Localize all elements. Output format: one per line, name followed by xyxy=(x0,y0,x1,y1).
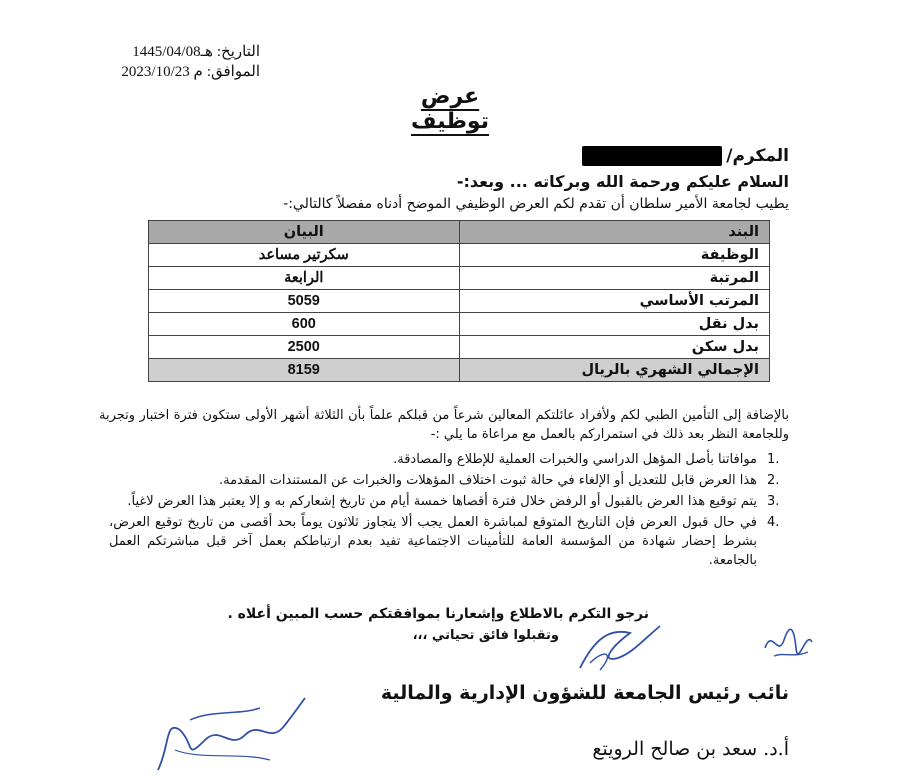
row-value: 8159 xyxy=(149,359,460,382)
list-item xyxy=(109,513,789,570)
row-value: سكرتير مساعد xyxy=(149,244,460,267)
offer-table xyxy=(148,220,770,382)
table-total-row xyxy=(149,359,770,382)
item-text: في حال قبول العرض فإن التاريخ المتوقع لمباشرة العمل يجب ألا يتجاوز ثلاثون يوماً بحد أقصى من تاريخ توقيع العرض، بشرط إحضار شهادة من المؤسسة العامة للتأمينات الاجتماعية تفيد بعدم ارتباطكم بعمل آخر قبل مباشرتكم العمل بالجامعة. xyxy=(109,515,757,568)
closing-request: نرجو التكرم بالاطلاع وإشعارنا بموافقتكم حسب المبين أعلاه . xyxy=(227,606,649,622)
row-value: 5059 xyxy=(149,290,460,313)
redaction-bar xyxy=(582,146,722,166)
approval-signature xyxy=(570,618,670,678)
hijri-date-row xyxy=(100,42,260,62)
table-header-row xyxy=(149,221,770,244)
row-item: بدل نقل xyxy=(459,313,770,336)
closing-regards: وتقبلوا فائق تحياتي ،،، xyxy=(412,628,559,643)
hijri-date-value: 1445/04/08هـ xyxy=(132,44,213,60)
row-value: 600 xyxy=(149,313,460,336)
signatory-signature xyxy=(150,690,310,775)
item-number: .2 xyxy=(767,473,780,488)
document-title: عرض توظيف xyxy=(411,84,489,134)
row-item: الوظيفة xyxy=(459,244,770,267)
item-number: .4 xyxy=(767,515,780,530)
header-item: البند xyxy=(459,221,770,244)
signatory-title: نائب رئيس الجامعة للشؤون الإدارية والمالية xyxy=(380,682,789,704)
corresponding-label: الموافق: xyxy=(206,64,260,80)
date-block xyxy=(100,42,260,82)
benefits-paragraph: بالإضافة إلى التأمين الطبي لكم ولأفراد عائلتكم المعالين شرعاً من قبلكم علماً بأن الثلاثة أشهر الأولى ستكون فترة اختبار وتجربة وللجامعة النظر بعد ذلك في استمراركم بالعمل مع مراعاة ما يلي :- xyxy=(99,408,789,442)
addressee-line xyxy=(582,146,789,166)
table-row xyxy=(149,290,770,313)
item-number: .3 xyxy=(767,494,780,509)
row-item: المرتب الأساسي xyxy=(459,290,770,313)
item-text: يتم توقيع هذا العرض بالقبول أو الرفض خلال فترة أقصاها خمسة أيام من تاريخ إشعاركم به و إلا يعتبر هذا العرض لاغياً. xyxy=(127,494,757,509)
row-value: الرابعة xyxy=(149,267,460,290)
gregorian-date-row xyxy=(100,62,260,82)
list-item xyxy=(109,471,789,490)
greeting: السلام عليكم ورحمة الله وبركاته ... وبعد:- xyxy=(456,172,789,191)
signatory-name: أ.د. سعد بن صالح الرويتع xyxy=(592,738,789,760)
row-item: المرتبة xyxy=(459,267,770,290)
item-text: هذا العرض قابل للتعديل أو الإلغاء في حالة ثبوت اختلاف المؤهلات والخبرات عن المستندات المقدمة. xyxy=(218,473,757,488)
row-value: 2500 xyxy=(149,336,460,359)
list-item xyxy=(109,492,789,511)
date-label: التاريخ: xyxy=(216,44,260,60)
table-row xyxy=(149,336,770,359)
table-row xyxy=(149,244,770,267)
item-number: .1 xyxy=(767,452,780,467)
gregorian-date-value: 2023/10/23 م xyxy=(121,64,203,80)
addressee-label: المكرم/ xyxy=(726,146,789,166)
list-item xyxy=(109,450,789,469)
margin-signature xyxy=(760,618,820,668)
table-row xyxy=(149,313,770,336)
row-item: الإجمالي الشهري بالريال xyxy=(459,359,770,382)
table-row xyxy=(149,267,770,290)
header-value: البيان xyxy=(149,221,460,244)
row-item: بدل سكن xyxy=(459,336,770,359)
intro-text: يطيب لجامعة الأمير سلطان أن تقدم لكم العرض الوظيفي الموضح أدناه مفصلاً كالتالي:- xyxy=(283,196,789,212)
item-text: موافاتنا بأصل المؤهل الدراسي والخبرات العملية للإطلاع والمصادقة. xyxy=(393,452,757,467)
terms-list xyxy=(109,450,789,572)
